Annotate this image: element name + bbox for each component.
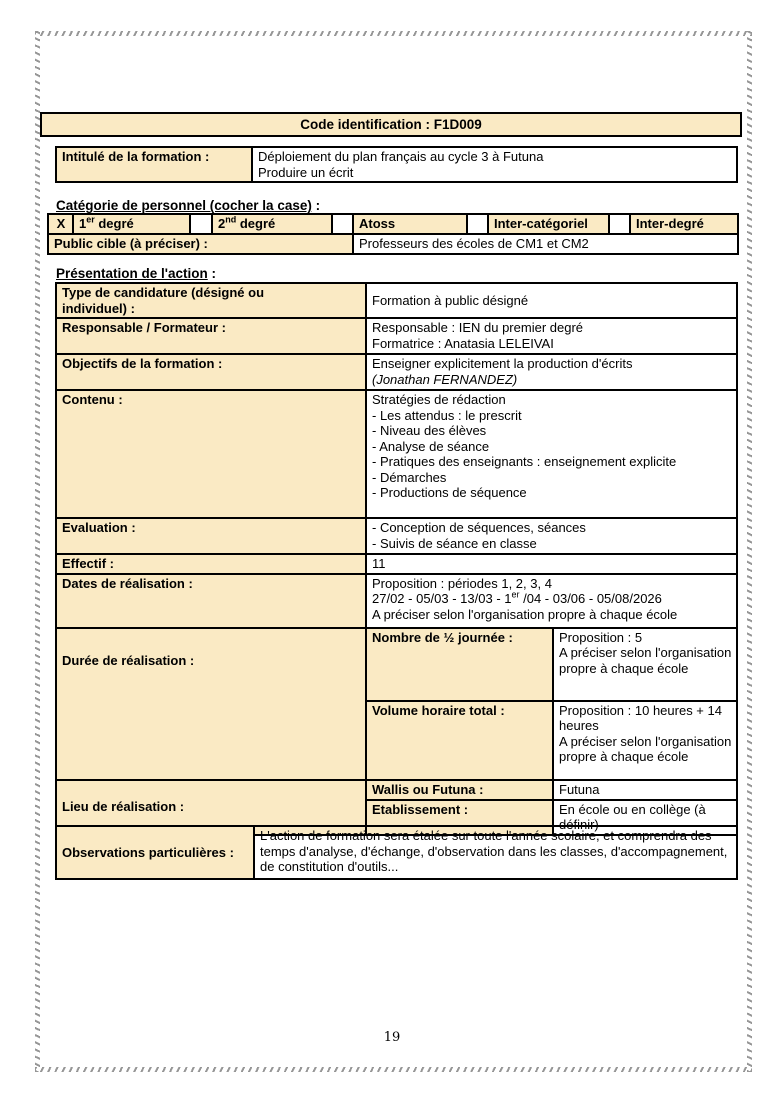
type-candidature-value: Formation à public désigné bbox=[366, 283, 737, 318]
checkbox-inter-categoriel bbox=[467, 214, 488, 234]
etablissement-label: Etablissement : bbox=[366, 800, 553, 835]
page-border-left bbox=[35, 31, 40, 1072]
objectifs-label: Objectifs de la formation : bbox=[56, 354, 366, 390]
observations-value: L'action de formation sera étalée sur toute l'année scolaire, et comprendra des temps d'analyse, d'échange, d'observation dans les classes, d'accompagnement, de constitution d'outils... bbox=[254, 826, 737, 879]
demi-journee-value-line1: Proposition : 5 bbox=[559, 629, 643, 645]
dates-label: Dates de réalisation : bbox=[56, 574, 366, 628]
label-2nd-degre bbox=[212, 214, 332, 234]
intitule-value-line2: Produire un écrit bbox=[258, 164, 354, 180]
categorie-heading bbox=[56, 198, 320, 213]
degre1-base: 1 bbox=[79, 216, 87, 231]
evaluation-line2: - Suivis de séance en classe bbox=[372, 535, 537, 551]
page-border-top bbox=[35, 31, 752, 36]
effectif-value: 11 bbox=[366, 554, 737, 574]
type-candidature-label-line1: Type de candidature (désigné ou bbox=[62, 285, 265, 300]
type-candidature-label bbox=[56, 283, 366, 318]
contenu-label: Contenu : bbox=[56, 390, 366, 518]
evaluation-label: Evaluation : bbox=[56, 518, 366, 554]
wallis-futuna-label: Wallis ou Futuna : bbox=[366, 780, 553, 800]
demi-journee-value bbox=[553, 628, 737, 701]
degre2-base: 2 bbox=[218, 216, 226, 231]
contenu-line2: - Les attendus : le prescrit bbox=[372, 407, 522, 423]
type-candidature-label-line2: individuel) : bbox=[62, 300, 135, 316]
etablissement-value: En école ou en collège (à définir) bbox=[553, 800, 737, 835]
public-cible-value: Professeurs des écoles de CM1 et CM2 bbox=[353, 234, 738, 254]
categorie-heading-colon: : bbox=[311, 198, 321, 213]
presentation-heading bbox=[56, 266, 216, 281]
dates-value bbox=[366, 574, 737, 628]
evaluation-line1: - Conception de séquences, séances bbox=[372, 520, 586, 535]
responsable-value bbox=[366, 318, 737, 354]
contenu-line5: - Pratiques des enseignants : enseignement explicite bbox=[372, 454, 677, 469]
label-inter-degre: Inter-degré bbox=[630, 214, 738, 234]
presentation-table bbox=[55, 282, 738, 836]
categorie-table bbox=[47, 213, 739, 255]
dates-line2-pre: 27/02 - 05/03 - 13/03 - 1 bbox=[372, 591, 512, 606]
objectifs-value-line1: Enseigner explicitement la production d'écrits bbox=[372, 356, 633, 371]
label-atoss: Atoss bbox=[353, 214, 467, 234]
volume-horaire-value-line1: Proposition : 10 heures + 14 heures bbox=[559, 702, 722, 733]
dates-line3: A préciser selon l'organisation propre à chaque école bbox=[372, 606, 678, 622]
page-number: 19 bbox=[383, 1030, 401, 1045]
presentation-heading-colon: : bbox=[207, 266, 216, 281]
dates-line2-post: /04 - 03/06 - 05/08/2026 bbox=[519, 591, 662, 606]
dates-line1: Proposition : périodes 1, 2, 3, 4 bbox=[372, 575, 552, 591]
degre2-sup: nd bbox=[225, 214, 237, 225]
duree-label: Durée de réalisation : bbox=[56, 628, 366, 780]
degre1-rest: degré bbox=[94, 216, 134, 231]
label-inter-categoriel: Inter-catégoriel bbox=[488, 214, 609, 234]
dates-line2-sup: er bbox=[511, 589, 520, 600]
page-border-bottom bbox=[35, 1067, 752, 1072]
contenu-line3: - Niveau des élèves bbox=[372, 423, 487, 438]
intitule-label: Intitulé de la formation : bbox=[56, 147, 252, 182]
evaluation-value bbox=[366, 518, 737, 554]
observations-table bbox=[55, 825, 738, 880]
contenu-value bbox=[366, 390, 737, 518]
contenu-line6: - Démarches bbox=[372, 469, 447, 485]
categorie-heading-text: Catégorie de personnel (cocher la case) bbox=[56, 198, 312, 213]
responsable-value-line1: Responsable : IEN du premier degré bbox=[372, 320, 584, 335]
degre2-rest: degré bbox=[236, 216, 276, 231]
dates-line2 bbox=[372, 591, 732, 607]
checkbox-2nd-degre bbox=[190, 214, 212, 234]
intitule-value-line1: Déploiement du plan français au cycle 3 à Futuna bbox=[258, 149, 544, 164]
effectif-label: Effectif : bbox=[56, 554, 366, 574]
degre1-sup: er bbox=[86, 214, 95, 225]
objectifs-attribution: (Jonathan FERNANDEZ) bbox=[372, 371, 518, 387]
objectifs-value bbox=[366, 354, 737, 390]
page-border-right bbox=[747, 31, 752, 1072]
demi-journee-value-line2: A préciser selon l'organisation propre à chaque école bbox=[559, 645, 732, 676]
responsable-label: Responsable / Formateur : bbox=[56, 318, 366, 354]
contenu-line1: Stratégies de rédaction bbox=[372, 392, 506, 407]
intitule-value bbox=[252, 147, 737, 182]
observations-label: Observations particulières : bbox=[56, 826, 254, 879]
checkbox-inter-degre bbox=[609, 214, 630, 234]
contenu-line4: - Analyse de séance bbox=[372, 438, 490, 454]
volume-horaire-label: Volume horaire total : bbox=[366, 701, 553, 780]
code-identification-bar: Code identification : F1D009 bbox=[40, 112, 742, 137]
checkbox-1er-degre: X bbox=[48, 214, 73, 234]
checkbox-atoss bbox=[332, 214, 353, 234]
responsable-value-line2: Formatrice : Anatasia LELEIVAI bbox=[372, 335, 554, 351]
lieu-label: Lieu de réalisation : bbox=[56, 780, 366, 835]
presentation-heading-text: Présentation de l'action bbox=[56, 266, 208, 281]
public-cible-label: Public cible (à préciser) : bbox=[48, 234, 353, 254]
intitule-table bbox=[55, 146, 738, 183]
demi-journee-label: Nombre de ½ journée : bbox=[366, 628, 553, 701]
volume-horaire-value bbox=[553, 701, 737, 780]
label-1er-degre bbox=[73, 214, 190, 234]
contenu-line7: - Productions de séquence bbox=[372, 485, 527, 500]
volume-horaire-value-line2: A préciser selon l'organisation propre à chaque école bbox=[559, 733, 732, 764]
wallis-futuna-value: Futuna bbox=[553, 780, 737, 800]
